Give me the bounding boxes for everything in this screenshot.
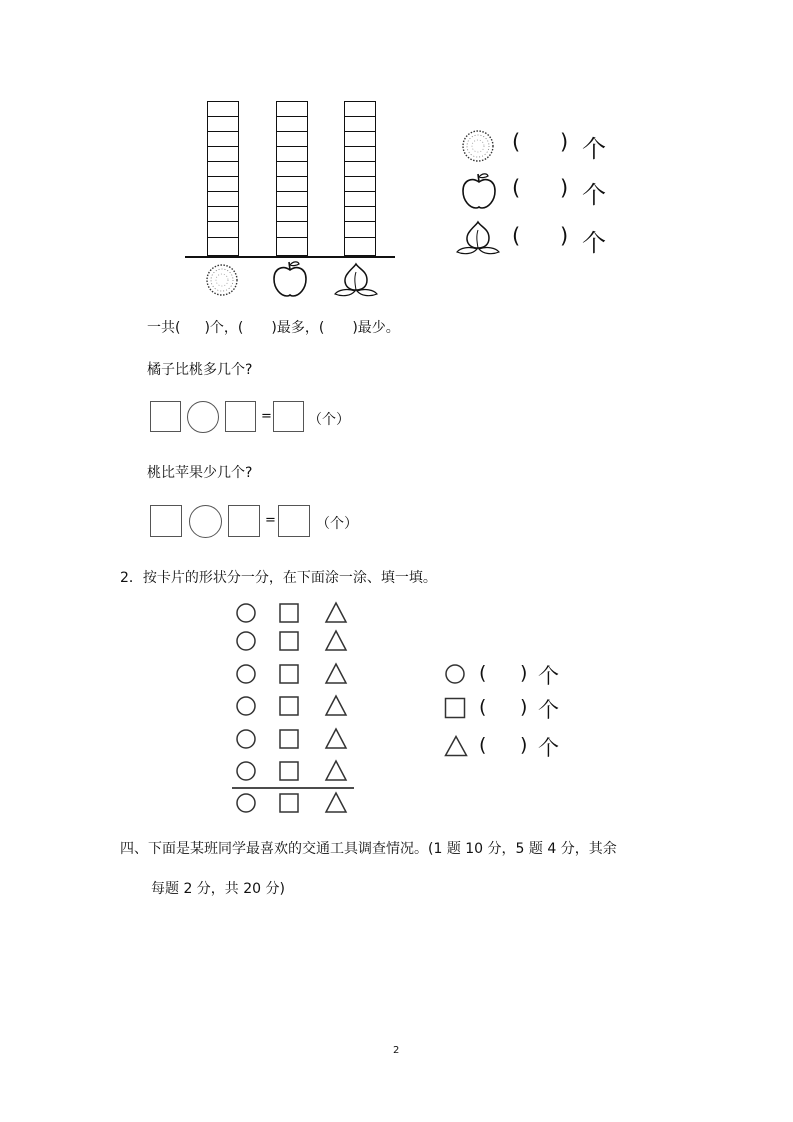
- grid-cell[interactable]: [276, 116, 308, 132]
- peach-icon: [333, 262, 379, 298]
- summary-line: [147, 317, 400, 337]
- grid-cell[interactable]: [276, 221, 308, 238]
- operator-circle[interactable]: [187, 401, 219, 433]
- answer-box[interactable]: [278, 505, 310, 537]
- circle-icon[interactable]: [237, 632, 255, 650]
- grid-cell[interactable]: [207, 146, 239, 162]
- unit-label: 个: [582, 135, 606, 163]
- answer-paren-open: (: [512, 224, 521, 248]
- grid-cell[interactable]: [344, 131, 376, 147]
- summary-part: 一共(: [147, 320, 181, 336]
- circle-icon[interactable]: [237, 665, 255, 683]
- grid-cell[interactable]: [276, 237, 308, 256]
- peach-icon: [455, 220, 501, 256]
- grid-cell[interactable]: [207, 191, 239, 207]
- unit-label: （个）: [308, 412, 350, 428]
- grid-cell[interactable]: [276, 101, 308, 117]
- grid-cell[interactable]: [344, 116, 376, 132]
- triangle-icon[interactable]: [326, 793, 346, 812]
- orange-icon: [204, 262, 240, 298]
- answer-paren-close: ): [520, 734, 528, 756]
- answer-paren-close: ): [520, 696, 528, 718]
- answer-box[interactable]: [150, 505, 182, 537]
- grid-cell[interactable]: [344, 101, 376, 117]
- square-icon[interactable]: [280, 794, 298, 812]
- triangle-icon[interactable]: [326, 729, 346, 748]
- triangle-icon[interactable]: [326, 761, 346, 780]
- answer-paren-open: (: [479, 662, 487, 684]
- answer-paren-close: ): [520, 662, 528, 684]
- grid-cell[interactable]: [207, 101, 239, 117]
- answer-blank[interactable]: [494, 734, 520, 758]
- answer-paren-open: (: [479, 696, 487, 718]
- question-orange-vs-peach: 橘子比桃多几个?: [147, 362, 253, 378]
- question-peach-vs-apple: 桃比苹果少几个?: [147, 465, 253, 481]
- grid-cell[interactable]: [344, 237, 376, 256]
- grid-cell[interactable]: [344, 221, 376, 238]
- grid-cell[interactable]: [276, 131, 308, 147]
- grid-cell[interactable]: [207, 176, 239, 192]
- square-icon[interactable]: [280, 762, 298, 780]
- grid-cell[interactable]: [344, 206, 376, 222]
- square-icon[interactable]: [280, 632, 298, 650]
- grid-cell[interactable]: [207, 221, 239, 238]
- answer-blank[interactable]: [494, 662, 520, 686]
- unit-label: 个: [538, 736, 559, 760]
- square-icon: [444, 697, 466, 719]
- square-icon[interactable]: [280, 697, 298, 715]
- answer-box[interactable]: [228, 505, 260, 537]
- apple-icon: [271, 259, 309, 299]
- page-number: 2: [393, 1045, 400, 1056]
- circle-icon[interactable]: [237, 697, 255, 715]
- summary-part: )最多，(: [271, 320, 325, 336]
- answer-paren-close: ): [560, 130, 569, 154]
- triangle-icon[interactable]: [326, 664, 346, 683]
- grid-cell[interactable]: [207, 161, 239, 177]
- circle-icon[interactable]: [237, 762, 255, 780]
- grid-cell[interactable]: [276, 161, 308, 177]
- chart-baseline: [185, 256, 395, 258]
- answer-paren-open: (: [479, 734, 487, 756]
- unit-label: （个）: [316, 516, 358, 532]
- apple-icon: [460, 171, 498, 211]
- answer-paren-close: ): [560, 176, 569, 200]
- answer-paren-open: (: [512, 130, 521, 154]
- answer-box[interactable]: [150, 401, 181, 432]
- grid-cell[interactable]: [207, 206, 239, 222]
- triangle-icon: [444, 735, 468, 757]
- grid-cell[interactable]: [344, 176, 376, 192]
- answer-paren-close: ): [560, 224, 569, 248]
- grid-cell[interactable]: [276, 191, 308, 207]
- grid-cell[interactable]: [207, 116, 239, 132]
- section-2-heading: 2．按卡片的形状分一分，在下面涂一涂、填一填。: [120, 570, 437, 586]
- answer-paren-open: (: [512, 176, 521, 200]
- triangle-icon[interactable]: [326, 696, 346, 715]
- shape-cards-svg: [230, 600, 360, 818]
- orange-icon: [460, 128, 496, 164]
- summary-part: )最少。: [352, 320, 400, 336]
- grid-cell[interactable]: [207, 237, 239, 256]
- answer-blank[interactable]: [494, 696, 520, 720]
- grid-cell[interactable]: [276, 206, 308, 222]
- section-4-heading: 四、下面是某班同学最喜欢的交通工具调查情况。(1 题 10 分，5 题 4 分，其余: [120, 841, 617, 857]
- answer-blank[interactable]: [528, 176, 556, 202]
- summary-part: )个，(: [204, 320, 244, 336]
- unit-label: 个: [582, 229, 606, 257]
- grid-cell[interactable]: [276, 146, 308, 162]
- unit-label: 个: [538, 664, 559, 688]
- equals-sign: =: [261, 409, 272, 424]
- answer-box[interactable]: [225, 401, 256, 432]
- unit-label: 个: [582, 181, 606, 209]
- grid-cell[interactable]: [207, 131, 239, 147]
- operator-circle[interactable]: [189, 505, 222, 538]
- unit-label: 个: [538, 698, 559, 722]
- answer-blank[interactable]: [528, 130, 556, 156]
- answer-blank[interactable]: [528, 224, 556, 250]
- section-4-heading-cont: 每题 2 分，共 20 分): [151, 881, 285, 897]
- square-icon[interactable]: [280, 665, 298, 683]
- triangle-icon[interactable]: [326, 603, 346, 622]
- square-icon[interactable]: [280, 604, 298, 622]
- square-icon[interactable]: [280, 730, 298, 748]
- circle-icon: [444, 663, 466, 685]
- circle-icon[interactable]: [237, 730, 255, 748]
- grid-cell[interactable]: [344, 161, 376, 177]
- equals-sign: =: [265, 513, 276, 528]
- circle-icon[interactable]: [237, 794, 255, 812]
- grid-cell[interactable]: [344, 146, 376, 162]
- triangle-icon[interactable]: [326, 631, 346, 650]
- circle-icon[interactable]: [237, 604, 255, 622]
- grid-cell[interactable]: [276, 176, 308, 192]
- answer-box[interactable]: [273, 401, 304, 432]
- grid-cell[interactable]: [344, 191, 376, 207]
